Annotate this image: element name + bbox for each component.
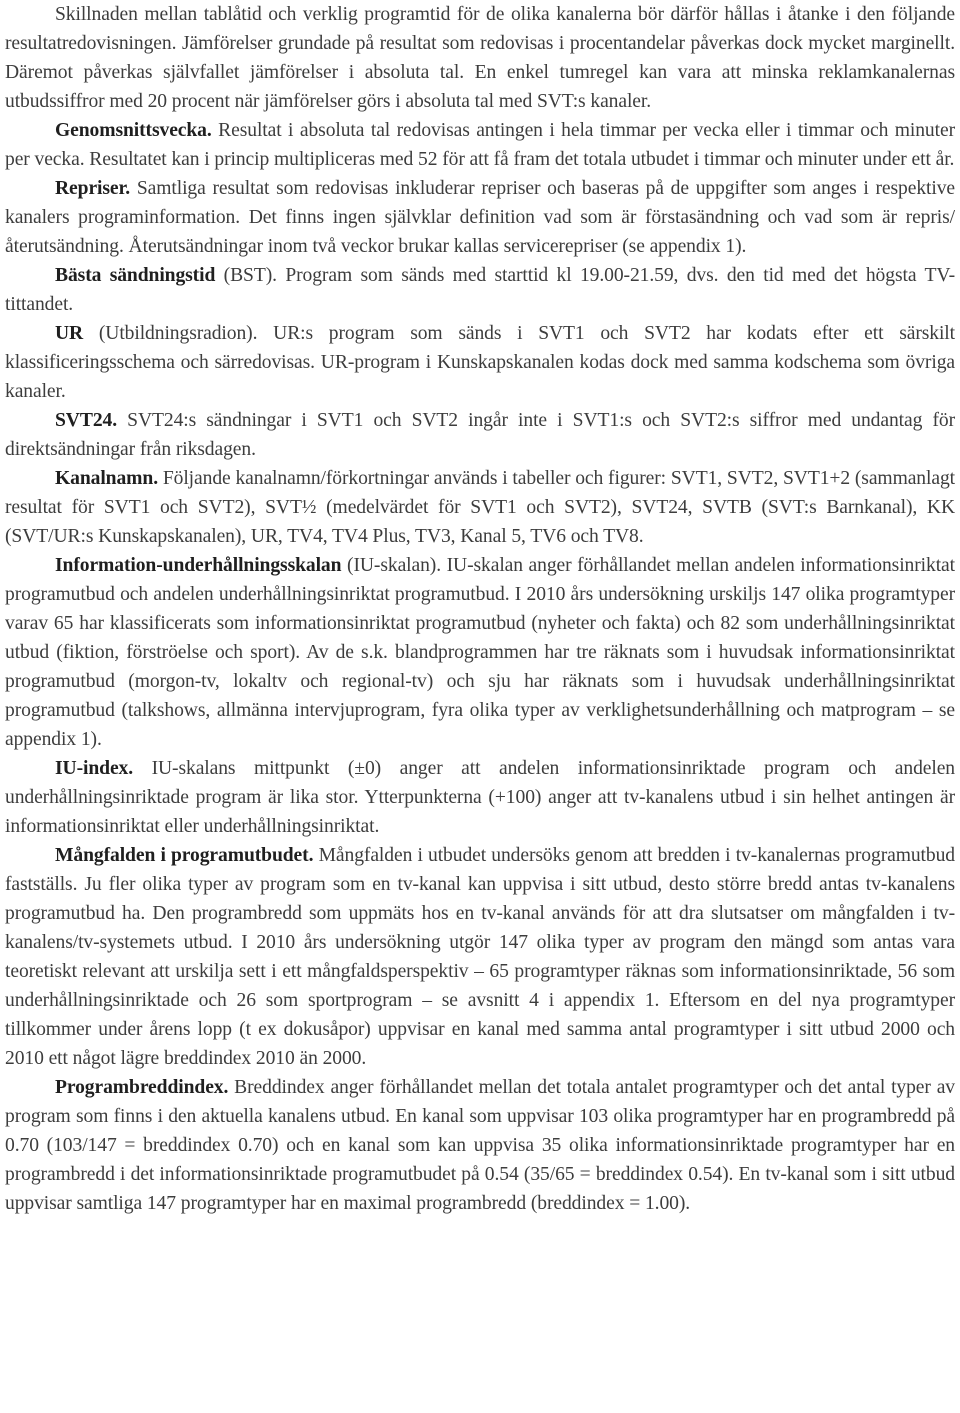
paragraph-text: IU-skalans mittpunkt (±0) anger att andelen informationsinriktade program och andelen underhållningsinriktade program är lika stor. Ytterpunkterna (+100) anger att tv-kanalens utbud i sin helhet antingen är informationsinriktat eller underhållningsinriktat. — [5, 758, 955, 837]
paragraph-tablatid — [5, 0, 955, 116]
paragraph-text: (IU-skalan). IU-skalan anger förhållandet mellan andelen informationsinriktat programutbud och andelen underhållningsinriktat programutbud. I 2010 års undersökning urskiljs 147 olika programtyper varav 65 har klassificerats som informationsinriktat programutbud (nyheter och fakta) och 82 som underhållningsinriktat utbud (fiktion, förströelse och sport). Av de s.k. blandprogrammen har tre räknats som i huvudsak informationsinriktat programutbud (morgon-tv, lokaltv och regional-tv) och sju har räknats som i huvudsak underhållningsinriktat programutbud (talkshows, allmänna intervjuprogram, fyra olika typer av verklighetsunderhållning och matprogram – se appendix 1). — [5, 555, 955, 750]
paragraph-text: (Utbildningsradion). UR:s program som sänds i SVT1 och SVT2 har kodats efter ett särskilt klassificeringsschema och särredovisas. UR-program i Kunskapskanalen kodas dock med samma kodschema som övriga kanaler. — [5, 323, 955, 402]
paragraph-text: Mångfalden i utbudet undersöks genom att bredden i tv-kanalernas programutbud fastställs. Ju fler olika typer av program som en tv-kanal kan uppvisa i sitt utbud, desto större bredd antas tv-kanalens programutbud ha. Den programbredd som uppmäts hos en tv-kanal används för att dra slutsatser om mångfalden i tv-kanalens/tv-systemets utbud. I 2010 års undersökning utgör 147 olika typer av program den mängd som antas vara teoretiskt relevant att urskilja sett i ett mångfaldsperspektiv – 65 programtyper räknas som informationsinriktade, 56 som underhållningsinriktade och 26 som sportprogram – se avsnitt 4 i appendix 1. Eftersom en del nya programtyper tillkommer under årens lopp (t ex dokusåpor) uppvisar en kanal med samma antal programtyper i sitt utbud 2000 och 2010 ett något lägre breddindex 2010 än 2000. — [5, 845, 955, 1069]
term-heading: Information-underhållningsskalan — [55, 555, 342, 576]
paragraph-repriser — [5, 174, 955, 261]
paragraph-ur — [5, 319, 955, 406]
paragraph-text: Samtliga resultat som redovisas inkluderar repriser och baseras på de uppgifter som anges i respektive kanalers programinformation. Det finns ingen självklar definition vad som är förstasändning och vad som är repris/återutsändning. Återutsändningar inom två veckor brukar kallas servicerepriser (se appendix 1). — [5, 178, 955, 257]
document-page — [5, 0, 955, 1218]
paragraph-mangfalden — [5, 841, 955, 1073]
term-heading: SVT24. — [55, 410, 118, 431]
paragraph-text: (BST). Program som sänds med starttid kl 19.00-21.59, dvs. den tid med det högsta TV-tittandet. — [5, 265, 955, 315]
paragraph-svt24 — [5, 406, 955, 464]
paragraph-text: Skillnaden mellan tablåtid och verklig programtid för de olika kanalerna bör därför hållas i åtanke i den följande resultatredovisningen. Jämförelser grundade på resultat som redovisas i procentandelar påverkas dock mycket marginellt. Däremot påverkas självfallet jämförelser i absoluta tal. En enkel tumregel kan vara att minska reklamkanalernas utbudssiffror med 20 procent när jämförelser görs i absoluta tal med SVT:s kanaler. — [5, 4, 955, 112]
paragraph-kanalnamn — [5, 464, 955, 551]
paragraph-text: Breddindex anger förhållandet mellan det totala antalet programtyper och det antal typer av program som finns i den aktuella kanalens utbud. En kanal som uppvisar 103 olika programtyper har en programbredd på 0.70 (103/147 = breddindex 0.70) och en kanal som kan uppvisa 35 olika informationsinriktade programtyper har en programbredd i det informationsinriktade programutbudet på 0.54 (35/65 = breddindex 0.54). En tv-kanal som i sitt utbud uppvisar samtliga 147 programtyper har en maximal programbredd (breddindex = 1.00). — [5, 1077, 955, 1214]
term-heading: Repriser. — [55, 178, 131, 199]
paragraph-text: Resultat i absoluta tal redovisas antingen i hela timmar per vecka eller i timmar och minuter per vecka. Resultatet kan i princip multipliceras med 52 för att få fram det totala utbudet i timmar och minuter under ett år. — [5, 120, 955, 170]
paragraph-iu-skalan — [5, 551, 955, 754]
term-heading: Genomsnittsvecka. — [55, 120, 212, 141]
term-heading: Bästa sändningstid — [55, 265, 216, 286]
paragraph-iu-index — [5, 754, 955, 841]
paragraph-programbreddindex — [5, 1073, 955, 1218]
term-heading: Programbreddindex. — [55, 1077, 229, 1098]
term-heading: Mångfalden i programutbudet. — [55, 845, 314, 866]
paragraph-basta-sandningstid — [5, 261, 955, 319]
paragraph-text: SVT24:s sändningar i SVT1 och SVT2 ingår inte i SVT1:s och SVT2:s siffror med undantag för direktsändningar från riksdagen. — [5, 410, 955, 460]
term-heading: Kanalnamn. — [55, 468, 158, 489]
paragraph-text: Följande kanalnamn/förkortningar används i tabeller och figurer: SVT1, SVT2, SVT1+2 (sammanlagt resultat för SVT1 och SVT2), SVT½ (medelvärdet för SVT1 och SVT2), SVT24, SVTB (SVT:s Barnkanal), KK (SVT/UR:s Kunskapskanalen), UR, TV4, TV4 Plus, TV3, Kanal 5, TV6 och TV8. — [5, 468, 955, 547]
term-heading: IU-index. — [55, 758, 134, 779]
paragraph-genomsnittsvecka — [5, 116, 955, 174]
term-heading: UR — [55, 323, 84, 344]
